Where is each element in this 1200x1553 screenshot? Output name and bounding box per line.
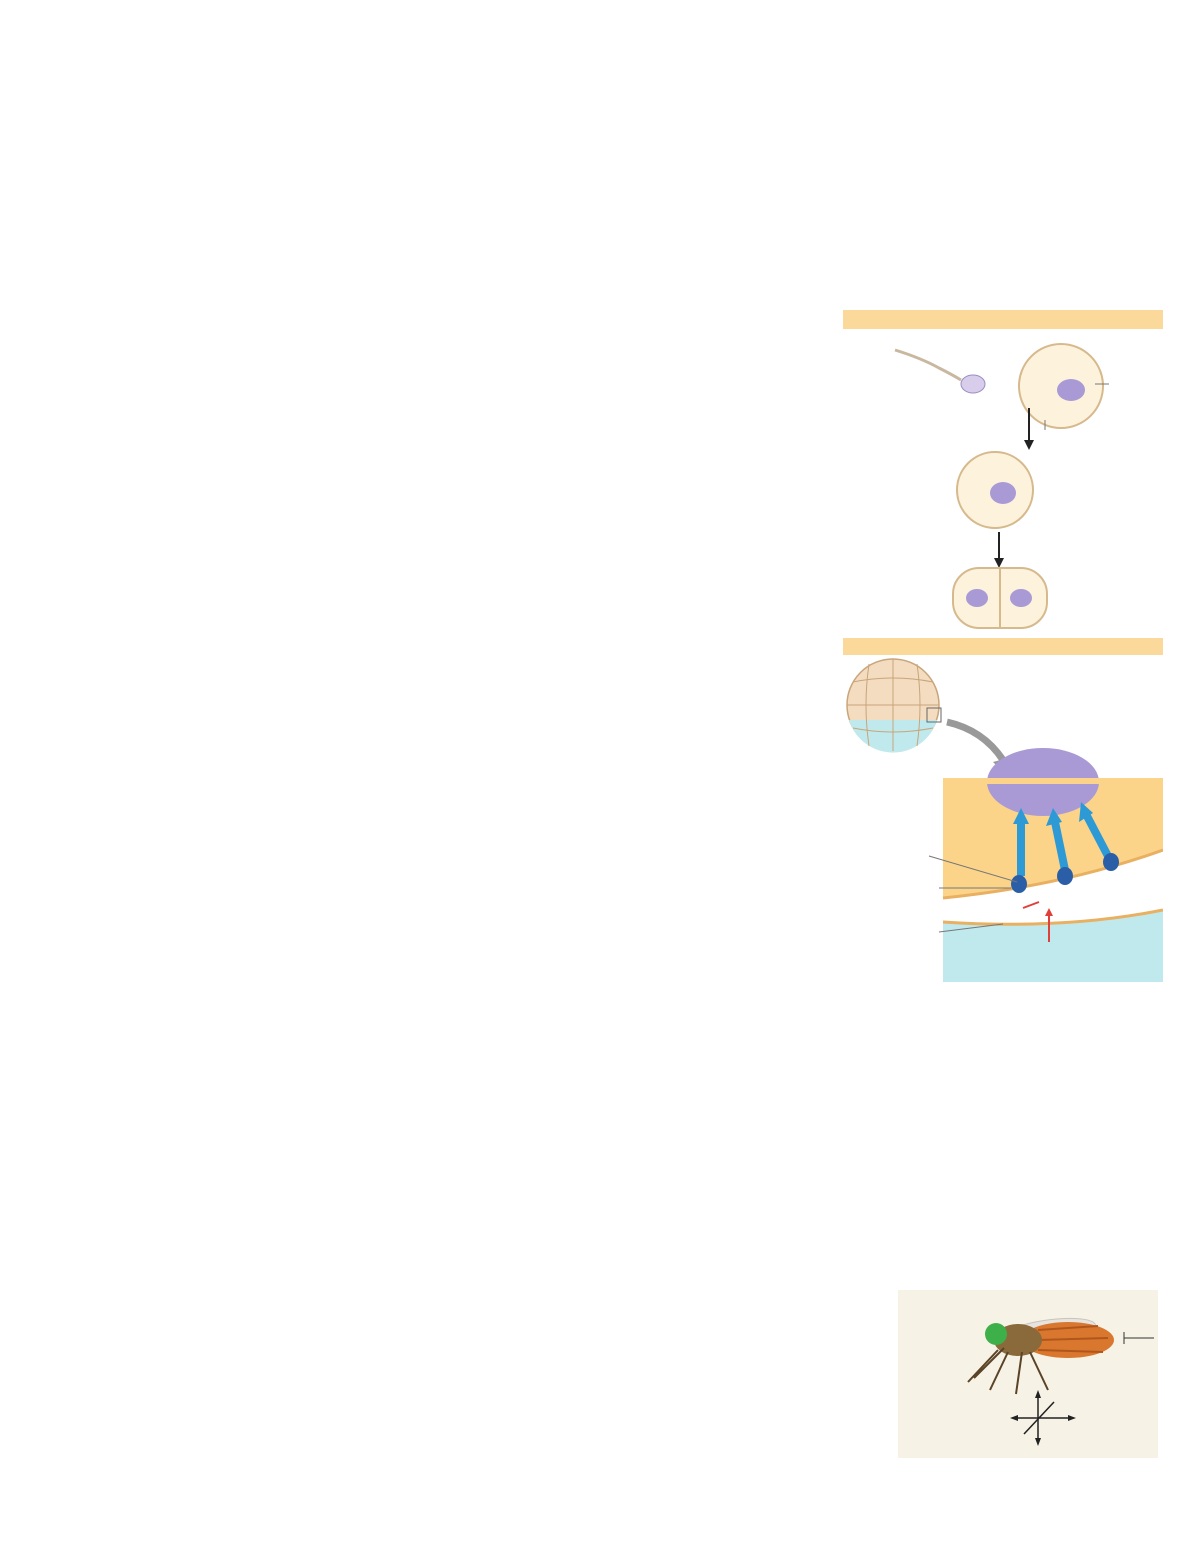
early-embryo bbox=[847, 659, 941, 753]
two-celled-embryo bbox=[953, 568, 1047, 628]
induction-detail bbox=[943, 748, 1163, 982]
figure-b-header-bar bbox=[843, 638, 1163, 655]
figure-differentiation bbox=[843, 310, 1163, 982]
unfertilized-egg bbox=[1019, 344, 1103, 428]
zygote bbox=[957, 452, 1033, 528]
figure-fruit-fly bbox=[898, 1290, 1158, 1458]
figure-a-header-bar bbox=[843, 310, 1163, 329]
